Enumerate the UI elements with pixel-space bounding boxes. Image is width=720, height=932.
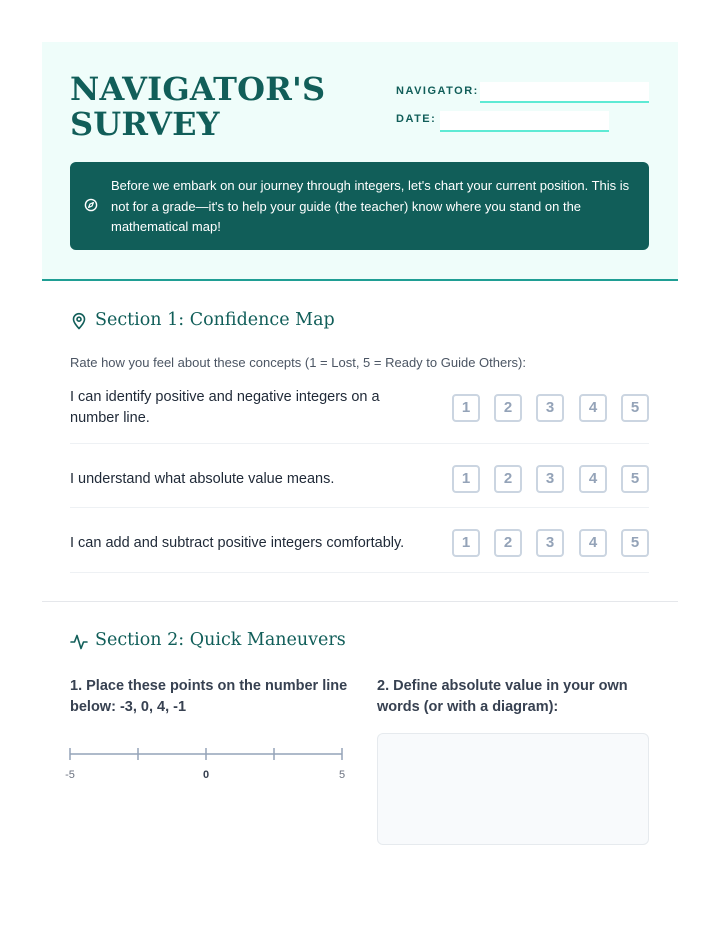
statement-text: I can add and subtract positive integers comfortably.: [70, 535, 405, 551]
activity-icon: [70, 633, 88, 651]
rating-3-button[interactable]: 3: [536, 529, 564, 557]
date-label: DATE:: [396, 113, 437, 125]
rating-4-button[interactable]: 4: [579, 394, 607, 422]
title-line-2: SURVEY: [70, 105, 220, 143]
statement-text: I can identify positive and negative integers on a number line.: [70, 389, 380, 426]
rating-1-button[interactable]: 1: [452, 529, 480, 557]
page-title: [70, 72, 325, 142]
intro-text: Before we embark on our journey through integers, let's chart your current position. This is not for a grade—it's to help your guide (the teacher) know where you stand on the mathematical map!: [111, 178, 630, 234]
rating-5-button[interactable]: 5: [621, 465, 649, 493]
confidence-row-3: [70, 508, 649, 573]
navigator-field[interactable]: [480, 82, 649, 103]
section1-subtitle: Rate how you feel about these concepts (1 = Lost, 5 = Ready to Guide Others):: [70, 355, 526, 370]
survey-header: [42, 42, 678, 281]
compass-icon: [84, 198, 98, 212]
rating-3-button[interactable]: 3: [536, 465, 564, 493]
rating-5-button[interactable]: 5: [621, 529, 649, 557]
section2-title: Section 2: Quick Maneuvers: [95, 630, 346, 650]
question-2: 2. Define absolute value in your own words (or with a diagram):: [377, 678, 628, 715]
number-line-label: -5: [65, 769, 75, 781]
survey-page: [42, 42, 678, 781]
rating-2-button[interactable]: 2: [494, 529, 522, 557]
section-divider: [42, 601, 678, 602]
statement-text: I understand what absolute value means.: [70, 471, 335, 487]
intro-banner: [70, 162, 649, 250]
question-1: 1. Place these points on the number line below: -3, 0, 4, -1: [70, 678, 348, 715]
rating-5-button[interactable]: 5: [621, 394, 649, 422]
number-line-label: 5: [338, 769, 346, 781]
number-line-label: 0: [202, 769, 210, 781]
confidence-row-1: [70, 387, 649, 444]
rating-4-button[interactable]: 4: [579, 529, 607, 557]
title-line-1: NAVIGATOR'S: [70, 70, 326, 108]
number-line[interactable]: [62, 744, 352, 794]
absolute-value-answer[interactable]: [377, 733, 649, 845]
section1-title: Section 1: Confidence Map: [95, 310, 335, 330]
rating-1-button[interactable]: 1: [452, 465, 480, 493]
confidence-row-2: [70, 444, 649, 508]
rating-2-button[interactable]: 2: [494, 394, 522, 422]
map-pin-icon: [70, 312, 88, 330]
rating-1-button[interactable]: 1: [452, 394, 480, 422]
rating-4-button[interactable]: 4: [579, 465, 607, 493]
rating-2-button[interactable]: 2: [494, 465, 522, 493]
navigator-label: NAVIGATOR:: [396, 85, 479, 97]
date-field[interactable]: [440, 111, 609, 132]
rating-3-button[interactable]: 3: [536, 394, 564, 422]
